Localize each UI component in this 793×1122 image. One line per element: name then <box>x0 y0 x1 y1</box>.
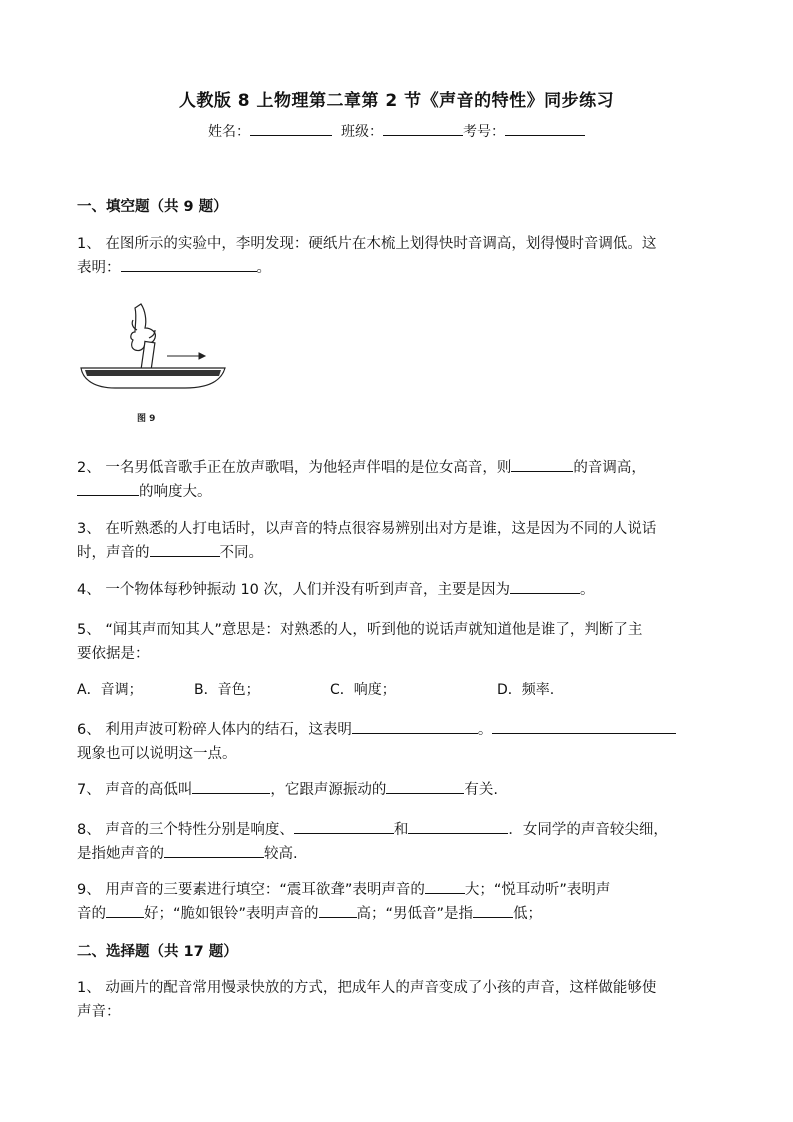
section-fill-blank-heading: 一、填空题（共 9 题） <box>77 199 228 215</box>
name-blank[interactable] <box>250 120 332 136</box>
q2-blank-2[interactable] <box>77 480 139 496</box>
card-icon <box>141 341 155 370</box>
q2-blank-1[interactable] <box>511 456 573 472</box>
comb-experiment-figure <box>75 298 230 428</box>
option-d[interactable]: D．频率. <box>497 682 555 698</box>
question-6: 6、 利用声波可粉碎人体内的结石，这表明 。 现象也可以说明这一点。 <box>77 718 717 766</box>
class-blank[interactable] <box>383 120 463 136</box>
q7-blank-1[interactable] <box>192 778 270 794</box>
exam-blank[interactable] <box>505 120 585 136</box>
worksheet-title: 人教版 8 上物理第二章第 2 节《声音的特性》同步练习 <box>178 91 615 111</box>
q7-blank-2[interactable] <box>386 778 464 794</box>
question-5: 5、 “闻其声而知其人”意思是：对熟悉的人，听到他的说话声就知道他是谁了，判断了主 要依据是： <box>77 622 643 662</box>
name-label: 姓名： <box>208 124 251 140</box>
choice-question-1: 1、 动画片的配音常用慢录快放的方式，把成年人的声音变成了小孩的声音，这样做能够使 声音： <box>77 980 657 1020</box>
option-c[interactable]: C．响度； <box>330 682 396 698</box>
q3-blank[interactable] <box>150 541 220 557</box>
class-label: 班级： <box>340 124 383 140</box>
question-4: 4、 一个物体每秒钟振动 10 次，人们并没有听到声音，主要是因为 。 <box>77 578 717 602</box>
question-3: 3、 在听熟悉的人打电话时，以声音的特点很容易辨别出对方是谁，这是因为不同的人说话 时，声音的 不同。 <box>77 521 657 561</box>
q9-blank-4[interactable] <box>473 902 513 918</box>
q9-blank-1[interactable] <box>425 878 465 894</box>
exam-label: 考号： <box>462 124 505 140</box>
option-b[interactable]: B．音色； <box>194 682 260 698</box>
arrow-icon <box>167 353 205 359</box>
question-7: 7、 声音的高低叫 ，它跟声源振动的 有关. <box>77 778 717 802</box>
student-info-line <box>0 120 793 141</box>
q8-blank-3[interactable] <box>164 842 264 858</box>
q9-blank-2[interactable] <box>106 902 144 918</box>
q8-blank-2[interactable] <box>408 818 508 834</box>
question-2: 2、 一名男低音歌手正在放声歌唱，为他轻声伴唱的是位女高音，则 的音调高， 的响度大。 <box>77 456 717 504</box>
q1-blank[interactable] <box>121 256 257 272</box>
option-a[interactable]: A．音调； <box>77 682 143 698</box>
q4-blank[interactable] <box>510 578 580 594</box>
question-1: 1、 在图所示的实验中，李明发现：硬纸片在木梳上划得快时音调高，划得慢时音调低。这 表明： 。 <box>77 236 657 276</box>
q6-blank-2[interactable] <box>492 718 676 734</box>
q9-blank-3[interactable] <box>319 902 357 918</box>
question-5-options <box>77 678 717 702</box>
section-multiple-choice-heading: 二、选择题（共 17 题） <box>77 944 238 960</box>
figure-caption: 图 9 <box>137 414 156 424</box>
q8-blank-1[interactable] <box>294 818 394 834</box>
comb-icon <box>81 368 225 388</box>
question-8: 8、 声音的三个特性分别是响度、 和 ．女同学的声音较尖细， 是指她声音的 较高. <box>77 818 717 866</box>
q6-blank-1[interactable] <box>352 718 478 734</box>
question-9: 9、 用声音的三要素进行填空：“震耳欲聋”表明声音的 大；“悦耳动听”表明声 音的 好；“脆如银铃”表明声音的 高；“男低音”是指 低； <box>77 878 717 926</box>
